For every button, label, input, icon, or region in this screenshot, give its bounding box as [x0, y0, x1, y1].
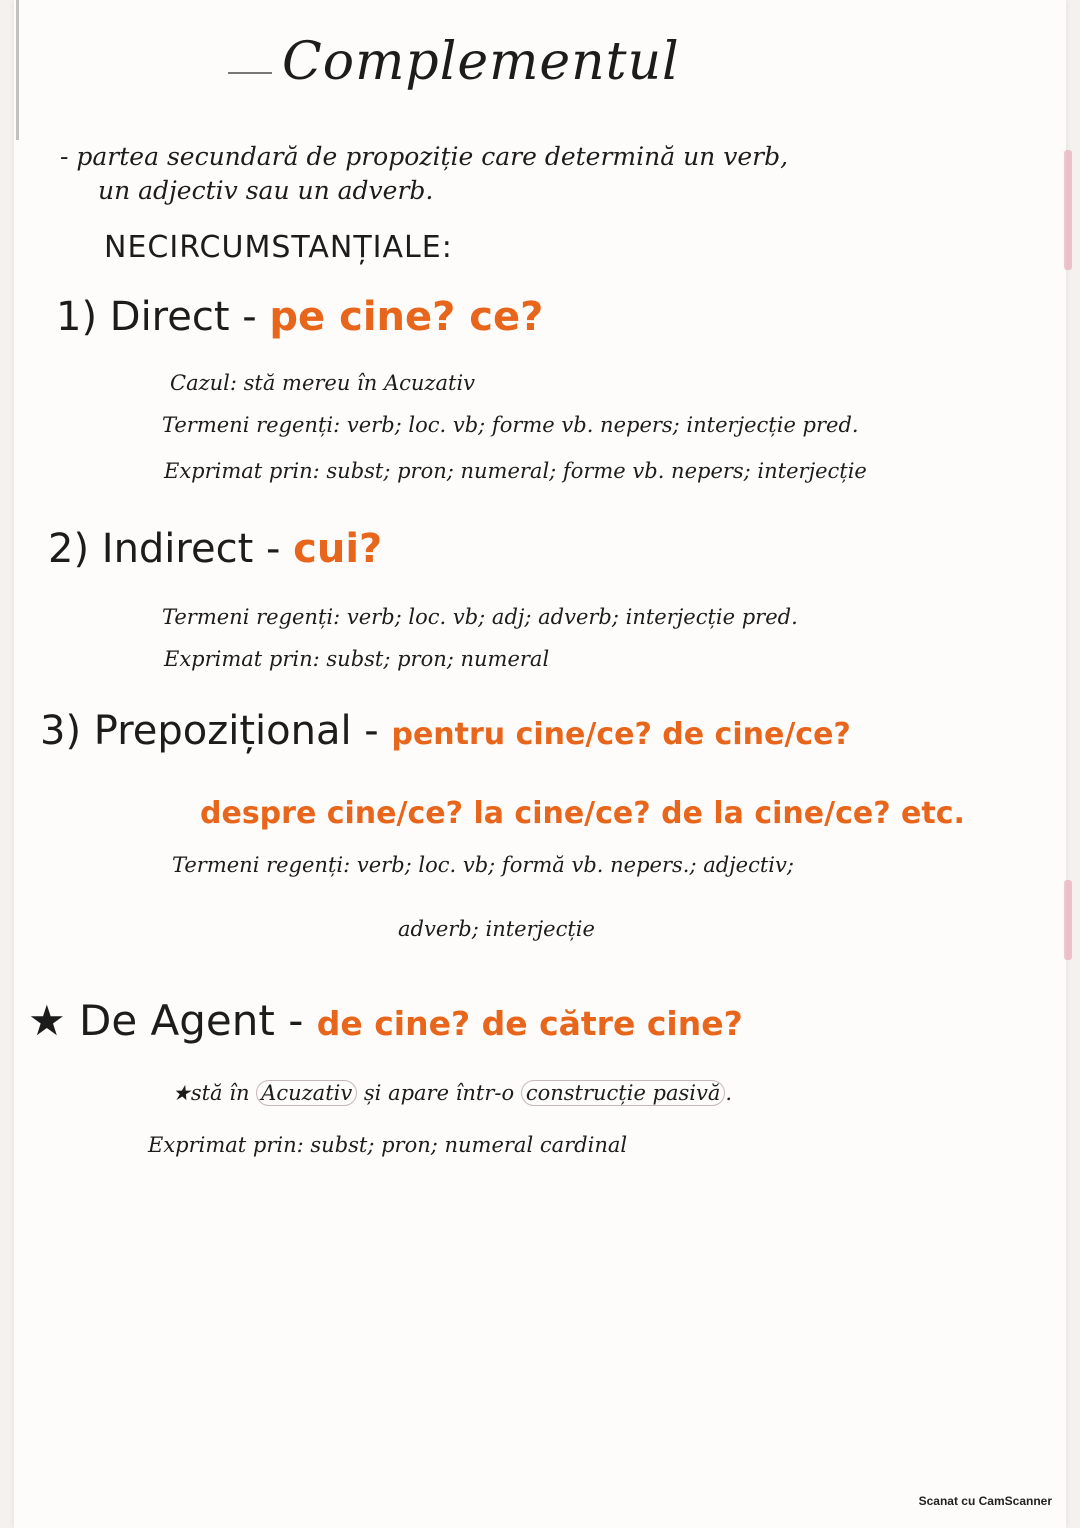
- section-direct: [56, 294, 543, 340]
- agent-case-boxed: Acuzativ: [256, 1080, 357, 1106]
- section-agent: [28, 996, 743, 1045]
- section-agent-dash: -: [274, 996, 317, 1045]
- section-indirect-dash: -: [253, 526, 294, 572]
- pink-highlight-mark: [1064, 880, 1072, 960]
- definition-line-1: - partea secundară de propoziție care determină un verb,: [60, 142, 789, 171]
- agent-line-1-mid: și apare într-o: [357, 1081, 521, 1105]
- section-agent-title: ★ De Agent: [28, 996, 275, 1045]
- agent-passive-boxed: construcție pasivă: [521, 1080, 726, 1106]
- agent-line-1-end: .: [725, 1081, 733, 1105]
- direct-line-2: Termeni regenți: verb; loc. vb; forme vb. nepers; interjecție pred.: [162, 413, 859, 437]
- agent-line-1: [172, 1078, 732, 1108]
- section-direct-dash: -: [229, 294, 270, 340]
- agent-line-2: Exprimat prin: subst; pron; numeral cardinal: [148, 1133, 628, 1157]
- prepositional-line-2: adverb; interjecție: [398, 917, 595, 941]
- definition-line-2: un adjectiv sau un adverb.: [98, 176, 434, 205]
- section-prepositional: [40, 708, 851, 754]
- page-edge-shadow: [16, 0, 19, 140]
- title-dash: [228, 72, 272, 74]
- indirect-line-1: Termeni regenți: verb; loc. vb; adj; adverb; interjecție pred.: [162, 605, 798, 629]
- section-agent-question: de cine? de către cine?: [316, 1004, 743, 1043]
- section-indirect-title: 2) Indirect: [48, 526, 254, 572]
- scanner-watermark: Scanat cu CamScanner: [918, 1494, 1052, 1508]
- agent-line-1-start: ★stă în: [172, 1081, 257, 1105]
- section-heading: NECIRCUMSTANȚIALE:: [104, 230, 453, 265]
- pink-highlight-mark: [1064, 150, 1072, 270]
- section-direct-question: pe cine? ce?: [269, 294, 544, 340]
- direct-line-1: Cazul: stă mereu în Acuzativ: [170, 371, 476, 395]
- direct-line-3: Exprimat prin: subst; pron; numeral; forme vb. nepers; interjecție: [164, 459, 867, 483]
- section-prepositional-title: 3) Prepozițional: [40, 708, 352, 754]
- section-indirect: [48, 526, 382, 572]
- section-prepositional-dash: -: [351, 708, 392, 754]
- indirect-line-2: Exprimat prin: subst; pron; numeral: [164, 647, 550, 671]
- section-prepositional-question-2: despre cine/ce? la cine/ce? de la cine/ce? etc.: [200, 796, 965, 831]
- page-title: Complementul: [282, 32, 680, 92]
- section-prepositional-question: pentru cine/ce? de cine/ce?: [391, 717, 851, 752]
- section-direct-title: 1) Direct: [56, 294, 230, 340]
- section-indirect-question: cui?: [293, 526, 383, 572]
- prepositional-line-1: Termeni regenți: verb; loc. vb; formă vb. nepers.; adjectiv;: [172, 853, 794, 877]
